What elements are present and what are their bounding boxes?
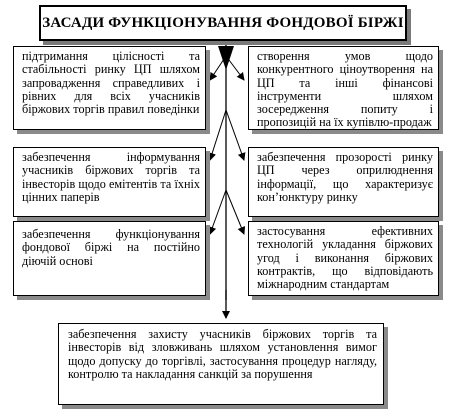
right-box-1-text: створення умов щодо конкурентного ціноутворення на ЦП та інші фінансові інструменти шляхом зосередження попиту і пропозицій на їх купівлю-продаж (257, 49, 433, 130)
bottom-box (58, 323, 384, 405)
right-box-2-text: забезпечення прозорості ринку ЦП через оприлюднення інформації, що характеризує кон’юнктуру ринку (257, 150, 433, 204)
left-box-3-text: забезпечення функціонування фондової біржі на постійно діючій основі (22, 227, 200, 268)
left-box-2-text: забезпечення інформування учасників біржових торгів та інвесторів щодо емітентів та їхніх цінних паперів (22, 150, 200, 204)
diagram-title: ЗАСАДИ ФУНКЦІОНУВАННЯ ФОНДОВОЇ БІРЖІ (42, 14, 404, 31)
arrow-right-3 (226, 190, 244, 234)
left-box-3 (13, 221, 206, 296)
arrow-left-2 (210, 110, 226, 160)
title-wedge (218, 46, 234, 70)
arrow-right-2 (226, 110, 244, 160)
arrow-right-1 (226, 56, 244, 80)
right-box-3-text: застосування ефективних технологій укладання біржових угод і виконання біржових контрактів, що відповідають міжнародним стандартам (257, 224, 433, 292)
arrow-left-1 (210, 56, 226, 80)
left-box-1-text: підтримання цілісності та стабільності ринку ЦП шляхом запровадження справедливих і рівних для всіх учасників біржових торгів правил поведінки (22, 49, 200, 117)
right-box-2 (248, 147, 439, 217)
left-box-1 (13, 46, 206, 130)
title-box (39, 5, 407, 41)
left-box-2 (13, 147, 206, 217)
right-box-1 (248, 46, 439, 130)
bottom-box-text: забезпечення захисту учасників біржових торгів та інвесторів від зловживань шляхом установлення вимог щодо допуску до торгівлі, застосування процедур нагляду, контролю та накладання санкцій за порушення (68, 327, 377, 381)
arrow-left-3 (210, 190, 226, 234)
right-box-3 (248, 221, 439, 296)
